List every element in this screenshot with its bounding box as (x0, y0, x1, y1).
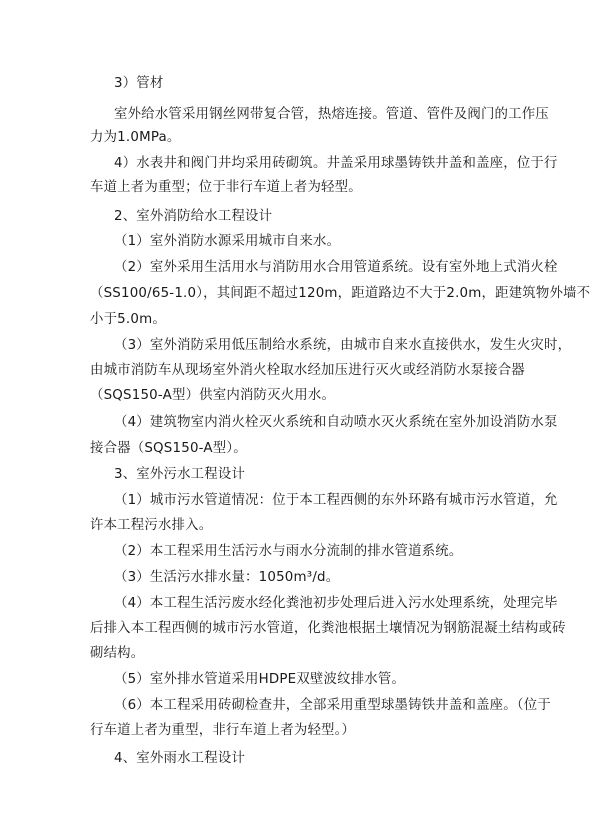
paragraph-line: 室外给水管采用钢丝网带复合管，热熔连接。管道、管件及阀门的工作压 (114, 107, 549, 122)
paragraph-line: （3）室外消防采用低压制给水系统，由城市自来水直接供水，发生火灾时， (114, 338, 572, 353)
paragraph-line: （2）室外采用生活用水与消防用水合用管道系统。设有室外地上式消火栓 (114, 260, 558, 275)
paragraph-line: （2）本工程采用生活污水与雨水分流制的排水管道系统。 (114, 544, 463, 559)
paragraph-line: （1）室外消防水源采用城市自来水。 (114, 234, 341, 249)
paragraph-line: （6）本工程采用砖砌检查井，全部采用重型球墨铸铁井盖和盖座。（位于 (114, 698, 551, 713)
paragraph-line: 力为1.0MPa。 (90, 130, 181, 145)
paragraph-line: 接合器（SQS150-A型）。 (90, 441, 247, 456)
paragraph-line: （4）本工程生活污废水经化粪池初步处理后进入污水处理系统，处理完毕 (114, 596, 558, 611)
paragraph-line: （3）生活污水排水量：1050m³/d。 (114, 570, 340, 585)
section-heading-sewage: 3、室外污水工程设计 (114, 467, 246, 482)
paragraph-line: （SS100/65-1.0），其间距不超过120m，距道路边不大于2.0m，距建筑物外墙不 (90, 286, 591, 301)
section-heading-rainwater: 4、室外雨水工程设计 (114, 751, 246, 766)
paragraph-line: 许本工程污水排入。 (90, 518, 213, 533)
paragraph-line: 4）水表井和阀门井均采用砖砌筑。井盖采用球墨铸铁井盖和盖座，位于行 (114, 156, 558, 171)
paragraph-line: 车道上者为重型；位于非行车道上者为轻型。 (90, 180, 362, 195)
paragraph-line: 行车道上者为重型，非行车道上者为轻型。） (90, 723, 356, 738)
section-heading-fire: 2、室外消防给水工程设计 (114, 209, 273, 224)
section-heading-pipe: 3）管材 (114, 76, 164, 91)
paragraph-line: 由城市消防车从现场室外消火栓取水经加压进行灭火或经消防水泵接合器 (90, 363, 525, 378)
paragraph-line: 后排入本工程西侧的城市污水管道，化粪池根据土壤情况为钢筋混凝土结构或砖 (90, 621, 566, 636)
paragraph-line: （5）室外排水管道采用HDPE双壁波纹排水管。 (114, 672, 406, 687)
paragraph-line: 小于5.0m。 (90, 312, 166, 327)
paragraph-line: （SQS150-A型）供室内消防灭火用水。 (90, 388, 336, 403)
paragraph-line: 砌结构。 (90, 646, 145, 661)
paragraph-line: （1）城市污水管道情况：位于本工程西侧的东外环路有城市污水管道，允 (114, 493, 558, 508)
paragraph-line: （4）建筑物室内消火栓灭火系统和自动喷水灭火系统在室外加设消防水泵 (114, 415, 558, 430)
